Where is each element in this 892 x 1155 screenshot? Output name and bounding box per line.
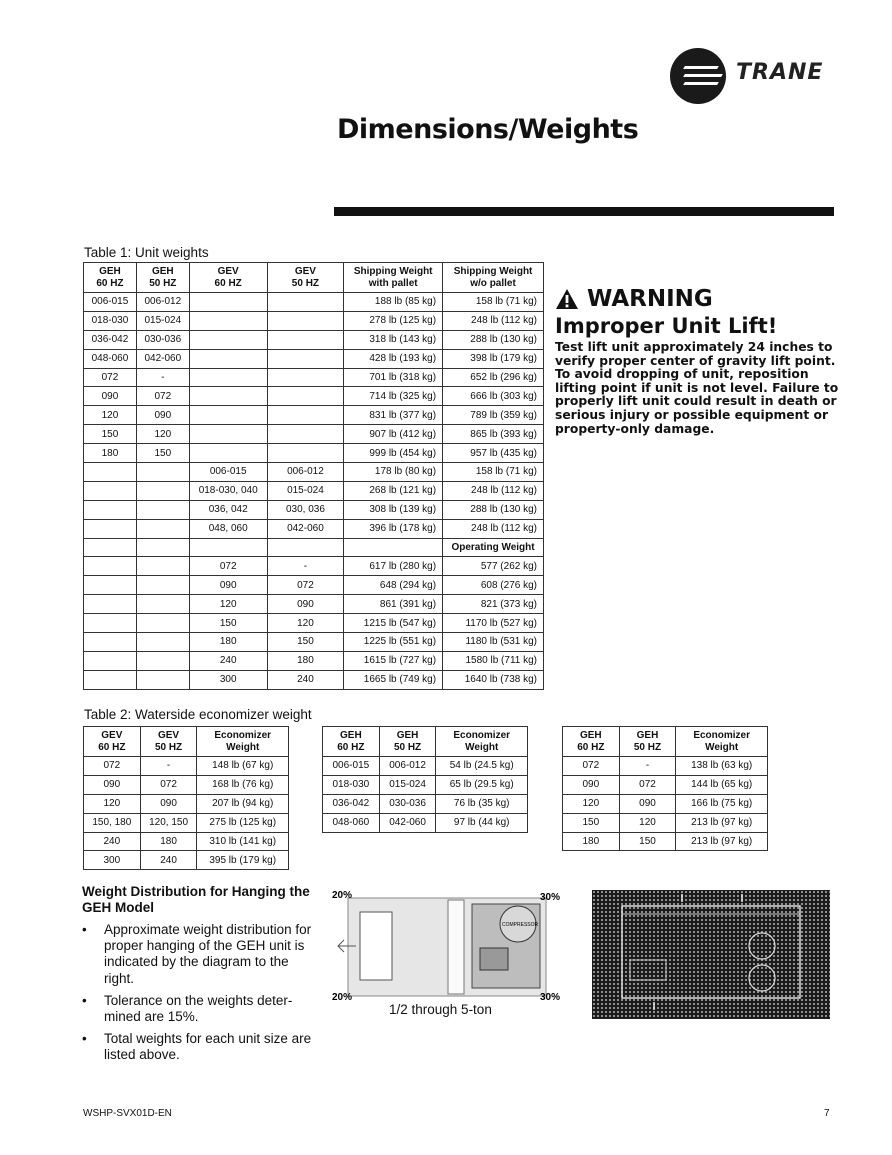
- table-cell: 180: [267, 651, 344, 670]
- diagram1-caption: 1/2 through 5-ton: [389, 1002, 492, 1017]
- economizer-table-geh-small: [322, 726, 528, 833]
- table-cell: 213 lb (97 kg): [676, 813, 768, 832]
- table-cell: 865 lb (393 kg): [443, 425, 544, 444]
- table-cell: 1665 lb (749 kg): [344, 670, 443, 689]
- column-header: [197, 727, 289, 757]
- column-header-line: Weight: [226, 741, 260, 753]
- table-cell: 213 lb (97 kg): [676, 832, 768, 851]
- warning-icon: [555, 288, 579, 310]
- table-cell: 166 lb (75 kg): [676, 794, 768, 813]
- column-header-line: Economizer: [214, 729, 272, 741]
- warning-body: Test lift unit approximately 24 inches to verify proper center of gravity lift point. To avoid dropping of unit, reposition lifting point if unit is not level. Failure to properly lift unit could result in death or serious injury or possible equipment or property-only damage.: [555, 340, 839, 436]
- table-cell: 76 lb (35 kg): [436, 794, 528, 813]
- table-cell: 018-030, 040: [189, 481, 267, 500]
- table-cell: [136, 614, 189, 633]
- table-cell: [84, 670, 137, 689]
- table-cell: 036-042: [84, 330, 137, 349]
- table-cell: 180: [140, 832, 197, 851]
- table-cell: [189, 293, 267, 312]
- table-cell: 240: [267, 670, 344, 689]
- table-row: [563, 757, 768, 776]
- compressor-label: COMPRESSOR: [502, 922, 539, 928]
- table-cell: 150: [267, 633, 344, 652]
- table-cell: 180: [84, 444, 137, 463]
- table-cell: 395 lb (179 kg): [197, 851, 289, 870]
- table-cell: 821 (373 kg): [443, 595, 544, 614]
- table-cell: 138 lb (63 kg): [676, 757, 768, 776]
- table-cell: [189, 368, 267, 387]
- table-cell: [84, 595, 137, 614]
- warning-title: WARNING: [587, 286, 713, 312]
- table-cell: 168 lb (76 kg): [197, 775, 289, 794]
- table-cell: 1180 lb (531 kg): [443, 633, 544, 652]
- table-cell: 042-060: [267, 519, 344, 538]
- table-cell: 006-015: [84, 293, 137, 312]
- table-cell: 006-015: [189, 463, 267, 482]
- pct-top-left: 20%: [332, 890, 353, 901]
- table-cell: 1225 lb (551 kg): [344, 633, 443, 652]
- table-row: [84, 349, 544, 368]
- table-row: [84, 794, 289, 813]
- table-cell: 180: [563, 832, 620, 851]
- column-header-line: w/o pallet: [470, 277, 516, 289]
- table-cell: 268 lb (121 kg): [344, 481, 443, 500]
- unit-weights-table: [83, 262, 544, 690]
- table-row: [323, 794, 528, 813]
- table-cell: [136, 557, 189, 576]
- table-cell: [136, 463, 189, 482]
- list-item: • Total weights for each unit size are listed above.: [82, 1031, 322, 1063]
- table-cell: 150: [136, 444, 189, 463]
- table-cell: 158 lb (71 kg): [443, 463, 544, 482]
- table-cell: 072: [189, 557, 267, 576]
- column-header-line: 60 HZ: [96, 277, 124, 289]
- table-cell: 072: [84, 757, 141, 776]
- column-header: [84, 727, 141, 757]
- table-cell: 248 lb (112 kg): [443, 481, 544, 500]
- table-cell: 072: [136, 387, 189, 406]
- table-cell: 178 lb (80 kg): [344, 463, 443, 482]
- table-row: [84, 519, 544, 538]
- table-cell: 006-015: [323, 757, 380, 776]
- column-header-line: Weight: [705, 741, 739, 753]
- table-row: [84, 368, 544, 387]
- table-cell: 248 lb (112 kg): [443, 311, 544, 330]
- column-header-line: 60 HZ: [214, 277, 242, 289]
- column-header: [344, 263, 443, 293]
- column-header-line: GEH: [396, 729, 419, 741]
- column-header-line: GEH: [340, 729, 362, 741]
- table-cell: 030-036: [136, 330, 189, 349]
- table-row: [563, 832, 768, 851]
- table-cell: [344, 538, 443, 557]
- title-rule: [334, 207, 834, 216]
- table-cell: 015-024: [136, 311, 189, 330]
- column-header: [379, 727, 436, 757]
- table-row: [84, 538, 544, 557]
- weight-distribution-diagram-small: [330, 888, 562, 1006]
- table-cell: 048-060: [84, 349, 137, 368]
- table-cell: [84, 651, 137, 670]
- table-cell: [84, 538, 137, 557]
- table-cell: 150, 180: [84, 813, 141, 832]
- table-cell: [189, 387, 267, 406]
- table-cell: 150: [619, 832, 676, 851]
- table-cell: 300: [84, 851, 141, 870]
- table-row: [323, 775, 528, 794]
- table-cell: 015-024: [267, 481, 344, 500]
- table-cell: 042-060: [379, 813, 436, 832]
- table-row: [84, 614, 544, 633]
- table-cell: [136, 670, 189, 689]
- table-cell: 120: [136, 425, 189, 444]
- column-header: [443, 263, 544, 293]
- table-cell: 300: [189, 670, 267, 689]
- trane-logo-icon: [670, 48, 726, 104]
- table-cell: Operating Weight: [443, 538, 544, 557]
- table-row: [84, 330, 544, 349]
- table-cell: [136, 538, 189, 557]
- table-cell: 090: [619, 794, 676, 813]
- column-header-line: 50 HZ: [393, 741, 422, 753]
- table-cell: 428 lb (193 kg): [344, 349, 443, 368]
- table-cell: 240: [84, 832, 141, 851]
- table-cell: 180: [189, 633, 267, 652]
- table-cell: 148 lb (67 kg): [197, 757, 289, 776]
- footer-page-number: 7: [824, 1108, 830, 1119]
- table2-caption: Table 2: Waterside economizer weight: [84, 707, 312, 722]
- table-cell: [189, 311, 267, 330]
- column-header-line: GEV: [101, 729, 123, 741]
- weight-distribution-diagram-large: [592, 890, 830, 1019]
- table-cell: 861 (391 kg): [344, 595, 443, 614]
- table-cell: [84, 614, 137, 633]
- column-header-line: GEV: [157, 729, 180, 741]
- table-cell: 288 lb (130 kg): [443, 330, 544, 349]
- table-cell: 608 (276 kg): [443, 576, 544, 595]
- table-cell: [189, 538, 267, 557]
- warning-box: [555, 286, 845, 436]
- table-cell: 54 lb (24.5 kg): [436, 757, 528, 776]
- table-cell: 248 lb (112 kg): [443, 519, 544, 538]
- table-cell: -: [136, 368, 189, 387]
- table-cell: [189, 406, 267, 425]
- pct-bottom-right: 30%: [540, 992, 561, 1003]
- table-cell: 278 lb (125 kg): [344, 311, 443, 330]
- table-cell: [136, 500, 189, 519]
- column-header: [84, 263, 137, 293]
- column-header-line: 60 HZ: [577, 741, 605, 753]
- table-cell: [136, 481, 189, 500]
- table-row: [84, 813, 289, 832]
- table-row: [84, 425, 544, 444]
- table-cell: 120: [563, 794, 620, 813]
- table-cell: 072: [140, 775, 197, 794]
- table-cell: 652 lb (296 kg): [443, 368, 544, 387]
- table-cell: 1615 lb (727 kg): [344, 651, 443, 670]
- table-cell: 090: [563, 775, 620, 794]
- table-cell: 1580 lb (711 kg): [443, 651, 544, 670]
- table-cell: [267, 538, 344, 557]
- column-header-line: 50 HZ: [149, 277, 177, 289]
- table-row: [84, 444, 544, 463]
- table-cell: [267, 387, 344, 406]
- column-header: [436, 727, 528, 757]
- table-row: [84, 832, 289, 851]
- table-row: [84, 851, 289, 870]
- column-header: [563, 727, 620, 757]
- table-cell: 188 lb (85 kg): [344, 293, 443, 312]
- table-cell: 120: [619, 813, 676, 832]
- table-cell: -: [619, 757, 676, 776]
- table-cell: 396 lb (178 kg): [344, 519, 443, 538]
- table-cell: 577 (262 kg): [443, 557, 544, 576]
- table-cell: 072: [84, 368, 137, 387]
- column-header-line: Weight: [465, 741, 499, 753]
- table-cell: 006-012: [379, 757, 436, 776]
- weight-distribution-heading: Weight Distribution for Hanging the GEH Model: [82, 884, 310, 915]
- table-cell: 957 lb (435 kg): [443, 444, 544, 463]
- table-cell: 006-012: [267, 463, 344, 482]
- table-cell: 207 lb (94 kg): [197, 794, 289, 813]
- table-cell: 090: [136, 406, 189, 425]
- pct-top-right: 30%: [540, 892, 561, 903]
- table-cell: [84, 519, 137, 538]
- table-cell: 150: [84, 425, 137, 444]
- column-header: [136, 263, 189, 293]
- weight-distribution-section: [82, 884, 322, 1070]
- table-cell: [84, 633, 137, 652]
- warning-subtitle: Improper Unit Lift!: [555, 314, 778, 338]
- table-cell: 150: [189, 614, 267, 633]
- column-header: [140, 727, 197, 757]
- table-cell: 648 (294 kg): [344, 576, 443, 595]
- footer-doc-id: WSHP-SVX01D-EN: [83, 1108, 172, 1119]
- table-cell: [84, 481, 137, 500]
- column-header-line: GEV: [217, 265, 239, 277]
- table-cell: [267, 406, 344, 425]
- table-cell: 288 lb (130 kg): [443, 500, 544, 519]
- table-row: [84, 293, 544, 312]
- table-cell: 048-060: [323, 813, 380, 832]
- table-row: [84, 387, 544, 406]
- column-header-line: with pallet: [368, 277, 418, 289]
- table-row: [323, 757, 528, 776]
- table-cell: 090: [140, 794, 197, 813]
- table-cell: 398 lb (179 kg): [443, 349, 544, 368]
- table-cell: 015-024: [379, 775, 436, 794]
- table-cell: 120: [267, 614, 344, 633]
- table-row: [84, 463, 544, 482]
- table-cell: [267, 368, 344, 387]
- column-header-line: 50 HZ: [291, 277, 320, 289]
- table-cell: 120: [84, 406, 137, 425]
- table-cell: 701 lb (318 kg): [344, 368, 443, 387]
- brand-wordmark: TRANE: [736, 60, 824, 85]
- table-cell: 072: [563, 757, 620, 776]
- table-cell: 018-030: [323, 775, 380, 794]
- table-cell: 030, 036: [267, 500, 344, 519]
- table-cell: 072: [619, 775, 676, 794]
- table-row: [563, 794, 768, 813]
- table-cell: 030-036: [379, 794, 436, 813]
- table-row: [84, 757, 289, 776]
- table-cell: 048, 060: [189, 519, 267, 538]
- table-row: [84, 595, 544, 614]
- table-row: [84, 670, 544, 689]
- table-row: [84, 481, 544, 500]
- table-row: [84, 406, 544, 425]
- column-header-line: GEV: [294, 265, 316, 277]
- table-cell: [136, 519, 189, 538]
- table-cell: [136, 651, 189, 670]
- column-header: [267, 263, 344, 293]
- table-cell: 072: [267, 576, 344, 595]
- table-cell: 1170 lb (527 kg): [443, 614, 544, 633]
- table-row: [84, 500, 544, 519]
- trane-logo: [670, 48, 835, 104]
- table-cell: [84, 576, 137, 595]
- table-cell: [267, 293, 344, 312]
- table-cell: [189, 444, 267, 463]
- table-cell: 65 lb (29.5 kg): [436, 775, 528, 794]
- table-cell: 310 lb (141 kg): [197, 832, 289, 851]
- table-cell: [136, 576, 189, 595]
- table-row: [563, 813, 768, 832]
- table-cell: 275 lb (125 kg): [197, 813, 289, 832]
- table-cell: 308 lb (139 kg): [344, 500, 443, 519]
- table-row: [563, 775, 768, 794]
- table-cell: [189, 349, 267, 368]
- page-title: Dimensions/Weights: [337, 114, 639, 145]
- table-cell: 120: [84, 794, 141, 813]
- table-cell: 666 lb (303 kg): [443, 387, 544, 406]
- table-cell: 789 lb (359 kg): [443, 406, 544, 425]
- table-row: [84, 576, 544, 595]
- column-header: [676, 727, 768, 757]
- pct-bottom-left: 20%: [332, 992, 353, 1003]
- column-header-line: 60 HZ: [337, 741, 365, 753]
- weight-distribution-list: [82, 922, 322, 1064]
- column-header-line: 50 HZ: [154, 741, 183, 753]
- table-cell: 036, 042: [189, 500, 267, 519]
- table-row: [84, 651, 544, 670]
- column-header-line: 60 HZ: [98, 741, 126, 753]
- column-header-line: GEH: [151, 265, 174, 277]
- table-cell: [267, 330, 344, 349]
- column-header: [619, 727, 676, 757]
- table-cell: 318 lb (143 kg): [344, 330, 443, 349]
- column-header: [323, 727, 380, 757]
- table-cell: 090: [267, 595, 344, 614]
- table-cell: 090: [189, 576, 267, 595]
- table-cell: 090: [84, 387, 137, 406]
- column-header-line: Economizer: [453, 729, 511, 741]
- table-cell: 150: [563, 813, 620, 832]
- table-cell: 714 lb (325 kg): [344, 387, 443, 406]
- column-header: [189, 263, 267, 293]
- column-header-line: GEH: [579, 729, 602, 741]
- table-row: [84, 775, 289, 794]
- column-header-line: Shipping Weight: [353, 265, 433, 277]
- table-cell: [84, 463, 137, 482]
- table-row: [84, 311, 544, 330]
- table-cell: 617 lb (280 kg): [344, 557, 443, 576]
- table-cell: [84, 557, 137, 576]
- table-cell: 999 lb (454 kg): [344, 444, 443, 463]
- table-row: [84, 633, 544, 652]
- column-header-line: GEH: [636, 729, 659, 741]
- table-cell: -: [140, 757, 197, 776]
- table-cell: [267, 425, 344, 444]
- table-cell: -: [267, 557, 344, 576]
- table-cell: 240: [140, 851, 197, 870]
- column-header-line: Economizer: [693, 729, 750, 741]
- table-cell: 831 lb (377 kg): [344, 406, 443, 425]
- table-cell: 907 lb (412 kg): [344, 425, 443, 444]
- table-cell: 018-030: [84, 311, 137, 330]
- column-header-line: 50 HZ: [633, 741, 662, 753]
- table-cell: 1640 lb (738 kg): [443, 670, 544, 689]
- table-cell: [267, 311, 344, 330]
- table-cell: 090: [84, 775, 141, 794]
- table-cell: 1215 lb (547 kg): [344, 614, 443, 633]
- table-cell: [136, 633, 189, 652]
- column-header-line: Shipping Weight: [453, 265, 533, 277]
- list-item: • Tolerance on the weights deter-mined are 15%.: [82, 993, 322, 1025]
- list-item: • Approximate weight distribution for proper hanging of the GEH unit is indicated by the diagram to the right.: [82, 922, 322, 987]
- table-cell: [267, 349, 344, 368]
- table-cell: 97 lb (44 kg): [436, 813, 528, 832]
- table-cell: [267, 444, 344, 463]
- economizer-table-geh-large: [562, 726, 768, 851]
- table-cell: 120, 150: [140, 813, 197, 832]
- table-cell: 158 lb (71 kg): [443, 293, 544, 312]
- table-cell: [84, 500, 137, 519]
- table-row: [84, 557, 544, 576]
- column-header-line: GEH: [99, 265, 121, 277]
- table-cell: 042-060: [136, 349, 189, 368]
- table-cell: 120: [189, 595, 267, 614]
- table-cell: [189, 425, 267, 444]
- table-cell: 240: [189, 651, 267, 670]
- table-cell: [189, 330, 267, 349]
- economizer-table-gev: [83, 726, 289, 870]
- table-cell: [136, 595, 189, 614]
- table-cell: 036-042: [323, 794, 380, 813]
- table-row: [323, 813, 528, 832]
- table-cell: 006-012: [136, 293, 189, 312]
- table-cell: 144 lb (65 kg): [676, 775, 768, 794]
- table1-caption: Table 1: Unit weights: [84, 245, 209, 260]
